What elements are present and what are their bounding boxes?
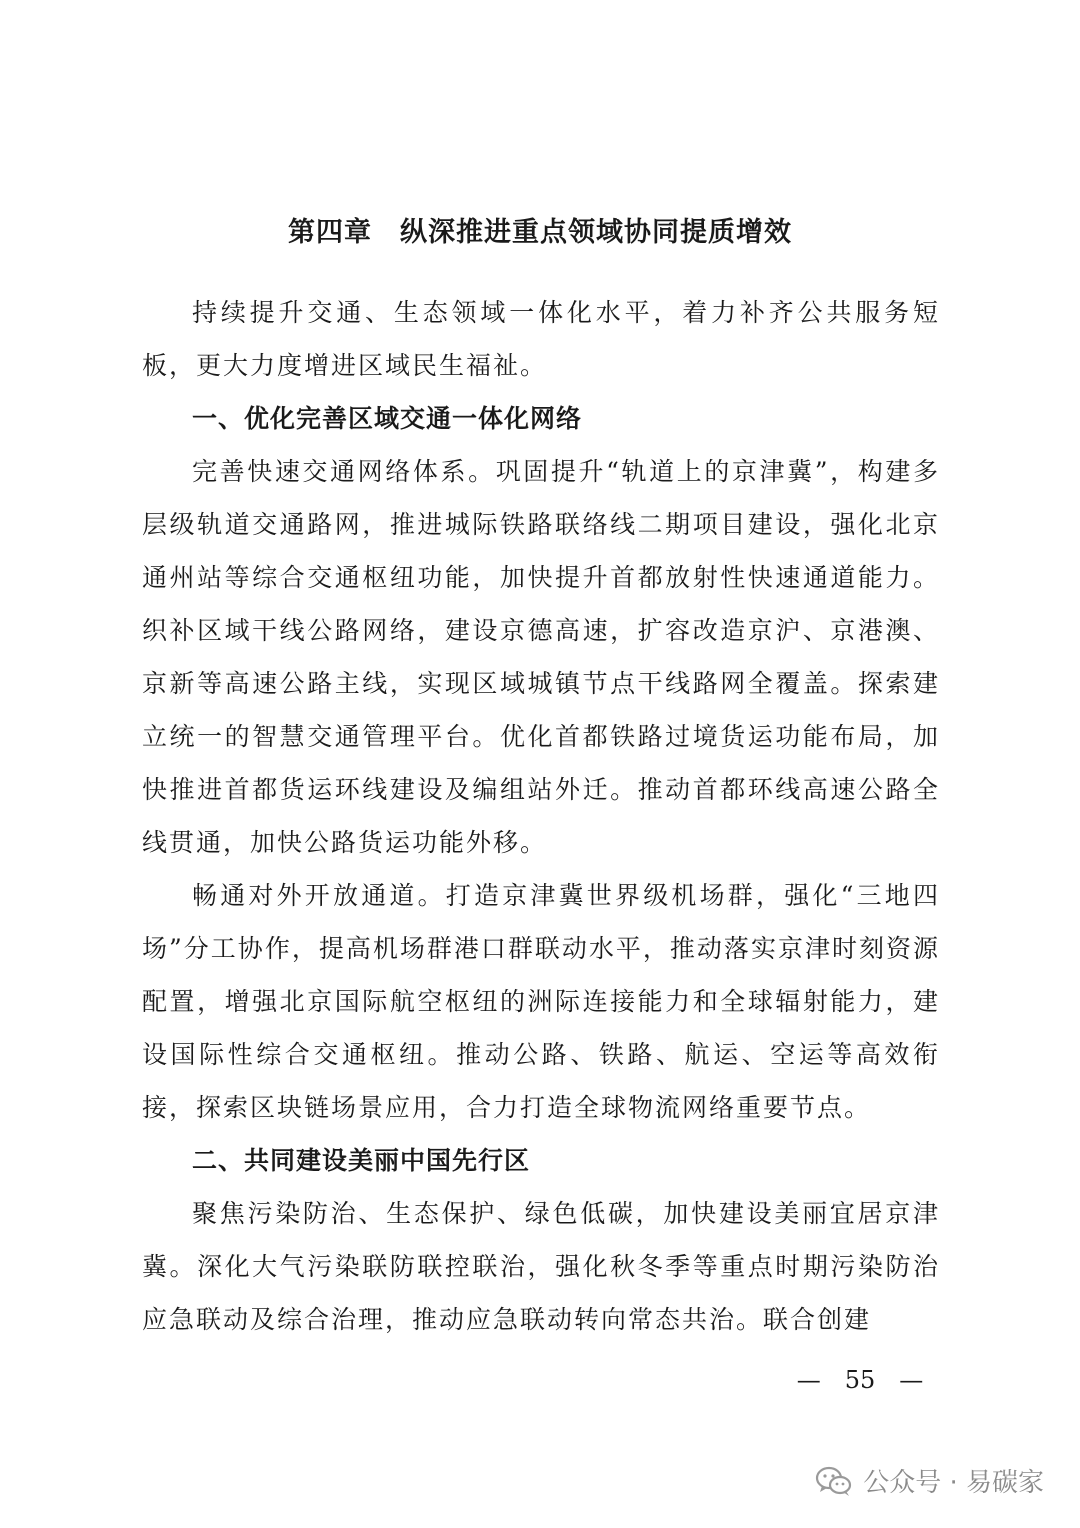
page-number: — 55 — (796, 1366, 924, 1394)
paragraph-lead: 聚焦污染防治、生态保护、绿色低碳，加快建设美丽宜居京津冀。 (142, 1199, 940, 1281)
paragraph-lead: 畅通对外开放通道。 (192, 881, 446, 910)
wechat-icon (815, 1465, 853, 1497)
body-text (142, 286, 940, 1346)
watermark-text: 公众号 · 易碳家 (863, 1468, 1044, 1498)
chapter-title: 第四章 纵深推进重点领域协同提质增效 (288, 217, 792, 248)
paragraph-body: 打造京津冀世界级机场群，强化“三地四场”分工协作，提高机场群港口群联动水平，推动落实京津时刻资源配置，增强北京国际航空枢纽的洲际连接能力和全球辐射能力，建设国际性综合交通枢纽。推动公路、铁路、航运、空运等高效衔接，探索区块链场景应用，合力打造全球物流网络重要节点。 (142, 881, 940, 1122)
section-1-heading: 一、优化完善区域交通一体化网络 (192, 404, 583, 433)
section-1-paragraph-2 (142, 869, 940, 1134)
paragraph-lead: 完善快速交通网络体系。 (192, 457, 496, 486)
section-2-paragraph-1 (142, 1187, 940, 1346)
paragraph-body: 巩固提升“轨道上的京津冀”，构建多层级轨道交通路网，推进城际铁路联络线二期项目建设，强化北京通州站等综合交通枢纽功能，加快提升首都放射性快速通道能力。织补区域干线公路网络，建设京德高速，扩容改造京沪、京港澳、京新等高速公路主线，实现区域城镇节点干线路网全覆盖。探索建立统一的智慧交通管理平台。优化首都铁路过境货运功能布局，加快推进首都货运环线建设及编组站外迁。推动首都环线高速公路全线贯通，加快公路货运功能外移。 (142, 457, 940, 857)
section-2-heading: 二、共同建设美丽中国先行区 (192, 1146, 531, 1175)
intro-paragraph: 持续提升交通、生态领域一体化水平，着力补齐公共服务短板，更大力度增进区域民生福祉。 (142, 298, 940, 380)
section-1-paragraph-1 (142, 445, 940, 869)
paragraph-body: 深化大气污染联防联控联治，强化秋冬季等重点时期污染防治应急联动及综合治理，推动应急联动转向常态共治。联合创建 (142, 1252, 940, 1334)
watermark (815, 1462, 1044, 1499)
